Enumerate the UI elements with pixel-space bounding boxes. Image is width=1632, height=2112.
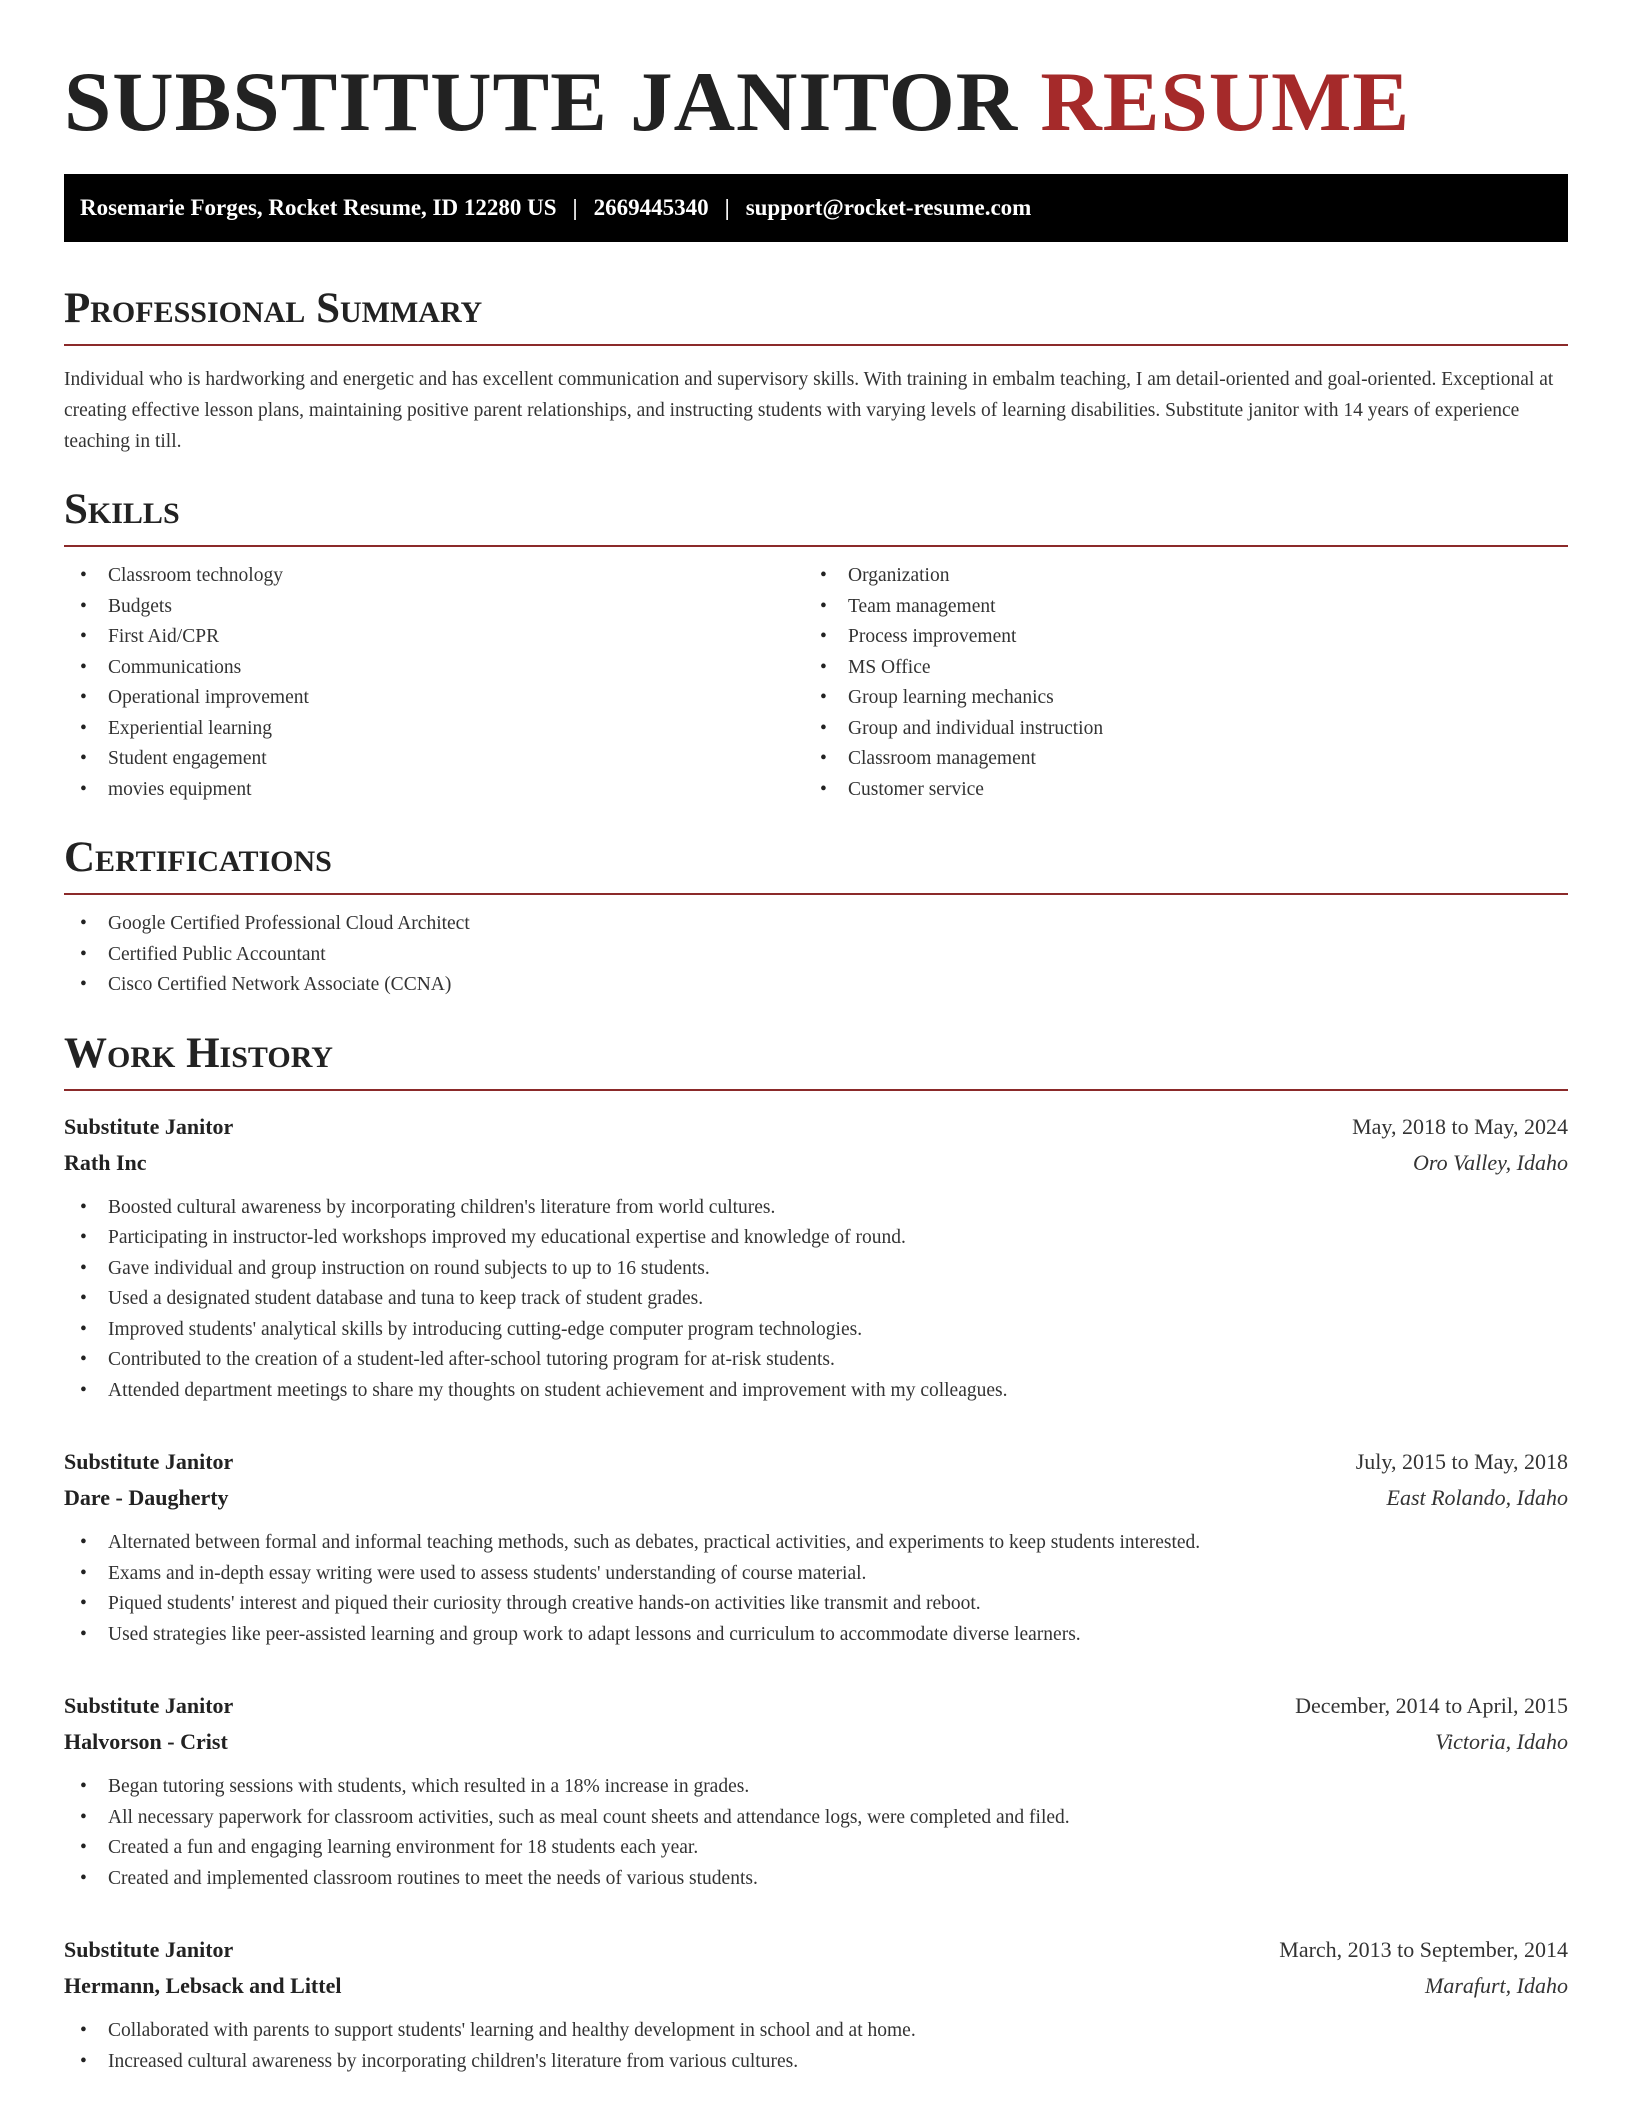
list-item: • Used strategies like peer-assisted learning and group work to adapt lessons and curriculum to accommodate diverse learners. — [64, 1620, 1568, 1651]
list-item: • Cisco Certified Network Associate (CCNA) — [64, 970, 1568, 1001]
job-dates: May, 2018 to May, 2024 — [1352, 1113, 1568, 1139]
list-item: • Classroom management — [804, 744, 1544, 775]
list-item: • All necessary paperwork for classroom activities, such as meal count sheets and attendance logs, were completed and filed. — [64, 1803, 1568, 1834]
list-item: • Increased cultural awareness by incorporating children's literature from various cultures. — [64, 2047, 1568, 2078]
list-item: • Group and individual instruction — [804, 714, 1544, 745]
contact-email[interactable]: support@rocket-resume.com — [745, 195, 1032, 220]
list-item: • Group learning mechanics — [804, 683, 1544, 714]
list-item: • Used a designated student database and tuna to keep track of student grades. — [64, 1284, 1568, 1315]
job-company-row — [64, 1968, 1568, 2004]
job-location: Marafurt, Idaho — [1425, 1973, 1568, 1998]
summary-section — [64, 284, 1568, 457]
list-item: • First Aid/CPR — [64, 622, 804, 653]
certifications-section — [64, 833, 1568, 1001]
section-divider — [64, 344, 1568, 346]
jobs-container — [64, 1109, 1568, 2078]
list-item: • Boosted cultural awareness by incorporating children's literature from world cultures. — [64, 1193, 1568, 1224]
contact-separator: | — [724, 195, 730, 220]
job-company-row — [64, 1480, 1568, 1516]
job-dates: December, 2014 to April, 2015 — [1295, 1693, 1568, 1718]
resume-title — [64, 56, 1568, 148]
list-item: • Alternated between formal and informal teaching methods, such as debates, practical activities, and experiments to keep students interested. — [64, 1528, 1568, 1559]
job-entry — [64, 1932, 1568, 2077]
list-item: • Classroom technology — [64, 561, 804, 592]
section-divider — [64, 893, 1568, 895]
job-title: Substitute Janitor — [64, 1113, 234, 1139]
job-bullets — [64, 1772, 1568, 1894]
job-location: Victoria, Idaho — [1435, 1729, 1568, 1754]
job-bullets — [64, 1528, 1568, 1650]
list-item: • Budgets — [64, 592, 804, 623]
list-item: • Attended department meetings to share my thoughts on student achievement and improvement with my colleagues. — [64, 1376, 1568, 1407]
list-item: • MS Office — [804, 653, 1544, 684]
list-item: • Began tutoring sessions with students, which resulted in a 18% increase in grades. — [64, 1772, 1568, 1803]
list-item: • Certified Public Accountant — [64, 940, 1568, 971]
list-item: • Team management — [804, 592, 1544, 623]
list-item: • Created and implemented classroom routines to meet the needs of various students. — [64, 1864, 1568, 1895]
summary-text: Individual who is hardworking and energetic and has excellent communication and supervisory skills. With training in embalm teaching, I am detail-oriented and goal-oriented. Exceptional at creating effective lesson plans, maintaining positive parent relationships, and instructing students with varying levels of learning disabilities. Substitute janitor with 14 years of experience teaching in till. — [64, 369, 1554, 452]
section-divider — [64, 1089, 1568, 1091]
job-entry — [64, 1444, 1568, 1650]
job-bullets — [64, 2016, 1568, 2077]
list-item: • Student engagement — [64, 744, 804, 775]
list-item: • Participating in instructor-led workshops improved my educational expertise and knowledge of round. — [64, 1223, 1568, 1254]
skills-section — [64, 485, 1568, 805]
job-entry — [64, 1109, 1568, 1407]
job-entry — [64, 1688, 1568, 1894]
list-item: • Google Certified Professional Cloud Architect — [64, 909, 1568, 940]
job-header-row — [64, 1109, 1568, 1145]
job-dates: July, 2015 to May, 2018 — [1355, 1449, 1568, 1474]
contact-phone[interactable]: 2669445340 — [593, 195, 709, 220]
job-location: Oro Valley, Idaho — [1413, 1149, 1568, 1175]
list-item: • Organization — [804, 561, 1544, 592]
list-item: • Created a fun and engaging learning environment for 18 students each year. — [64, 1833, 1568, 1864]
certifications-list — [64, 909, 1568, 1001]
list-item: • Improved students' analytical skills by introducing cutting-edge computer program technologies. — [64, 1315, 1568, 1346]
work-history-section — [64, 1029, 1568, 2078]
list-item: • Piqued students' interest and piqued their curiosity through creative hands-on activities like transmit and reboot. — [64, 1589, 1568, 1620]
section-divider — [64, 545, 1568, 547]
job-dates: March, 2013 to September, 2014 — [1279, 1937, 1568, 1962]
job-company: Halvorson - Crist — [64, 1729, 228, 1754]
job-company-row — [64, 1724, 1568, 1760]
job-company: Hermann, Lebsack and Littel — [64, 1973, 342, 1998]
list-item: • Experiential learning — [64, 714, 804, 745]
list-item: • Process improvement — [804, 622, 1544, 653]
contact-address: Rosemarie Forges, Rocket Resume, ID 12280 US — [80, 195, 557, 220]
list-item: • movies equipment — [64, 775, 804, 806]
job-title: Substitute Janitor — [64, 1449, 234, 1474]
contact-bar — [64, 174, 1568, 242]
certifications-heading: Certifications — [64, 834, 332, 881]
job-header-row — [64, 1444, 1568, 1480]
list-item: • Exams and in-depth essay writing were used to assess students' understanding of course material. — [64, 1559, 1568, 1590]
contact-separator: | — [572, 195, 578, 220]
title-main: SUBSTITUTE JANITOR — [64, 55, 1019, 149]
skills-list-right — [804, 561, 1544, 805]
job-header-row — [64, 1932, 1568, 1968]
job-company: Rath Inc — [64, 1149, 147, 1175]
list-item: • Collaborated with parents to support students' learning and healthy development in school and at home. — [64, 2016, 1568, 2047]
title-accent: RESUME — [1040, 55, 1411, 149]
skills-heading: Skills — [64, 486, 180, 533]
job-company-row — [64, 1145, 1568, 1181]
skills-grid — [64, 561, 1568, 805]
job-header-row — [64, 1688, 1568, 1724]
job-title: Substitute Janitor — [64, 1937, 234, 1962]
summary-heading: Professional Summary — [64, 285, 483, 332]
job-title: Substitute Janitor — [64, 1693, 234, 1718]
list-item: • Communications — [64, 653, 804, 684]
list-item: • Operational improvement — [64, 683, 804, 714]
list-item: • Gave individual and group instruction on round subjects to up to 16 students. — [64, 1254, 1568, 1285]
job-company: Dare - Daugherty — [64, 1485, 229, 1510]
list-item: • Contributed to the creation of a student-led after-school tutoring program for at-risk students. — [64, 1345, 1568, 1376]
job-location: East Rolando, Idaho — [1386, 1485, 1568, 1510]
skills-list-left — [64, 561, 804, 805]
job-bullets — [64, 1193, 1568, 1407]
work-history-heading: Work History — [64, 1029, 333, 1077]
list-item: • Customer service — [804, 775, 1544, 806]
